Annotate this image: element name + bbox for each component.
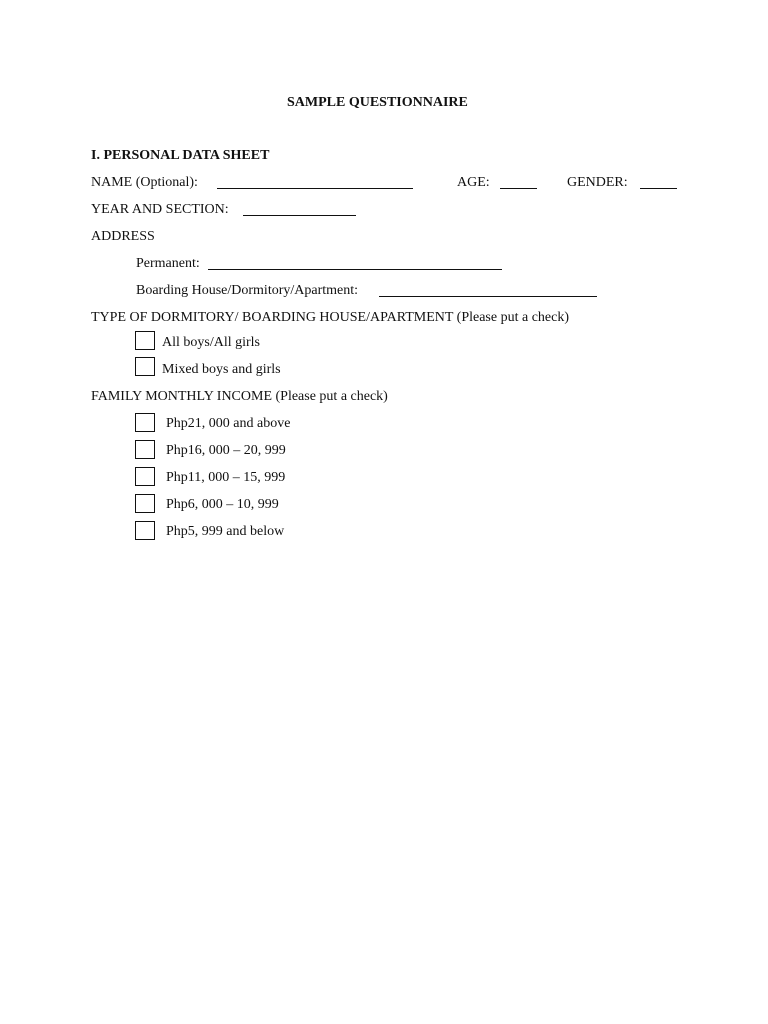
option-label: Php11, 000 – 15, 999 <box>166 470 286 485</box>
dormitory-question: TYPE OF DORMITORY/ BOARDING HOUSE/APARTMENT (Please put a check) <box>91 310 570 325</box>
option-label: Mixed boys and girls <box>162 362 281 377</box>
checkbox-income-16000[interactable] <box>135 440 155 459</box>
checkbox-income-21000[interactable] <box>135 413 155 432</box>
option-label: All boys/All girls <box>162 335 261 350</box>
name-field[interactable] <box>217 188 413 189</box>
option-label: Php21, 000 and above <box>166 416 291 431</box>
gender-field[interactable] <box>640 188 677 189</box>
checkbox-income-6000[interactable] <box>135 494 155 513</box>
permanent-address-field[interactable] <box>208 269 502 270</box>
checkbox-income-5999[interactable] <box>135 521 155 540</box>
checkbox-all-boys-girls[interactable] <box>135 331 155 350</box>
name-label: NAME (Optional): <box>91 175 198 190</box>
option-label: Php5, 999 and below <box>166 524 285 539</box>
year-section-field[interactable] <box>243 215 356 216</box>
income-question: FAMILY MONTHLY INCOME (Please put a check) <box>91 389 388 404</box>
option-label: Php6, 000 – 10, 999 <box>166 497 279 512</box>
checkbox-mixed[interactable] <box>135 357 155 376</box>
permanent-label: Permanent: <box>136 256 200 271</box>
age-label: AGE: <box>457 175 490 190</box>
age-field[interactable] <box>500 188 537 189</box>
option-label: Php16, 000 – 20, 999 <box>166 443 286 458</box>
gender-label: GENDER: <box>567 175 628 190</box>
boarding-address-label: Boarding House/Dormitory/Apartment: <box>136 283 359 298</box>
section-heading: I. PERSONAL DATA SHEET <box>91 148 270 163</box>
page-title: SAMPLE QUESTIONNAIRE <box>287 95 468 110</box>
checkbox-income-11000[interactable] <box>135 467 155 486</box>
year-section-label: YEAR AND SECTION: <box>91 202 229 217</box>
boarding-address-field[interactable] <box>379 296 597 297</box>
address-label: ADDRESS <box>91 229 155 244</box>
